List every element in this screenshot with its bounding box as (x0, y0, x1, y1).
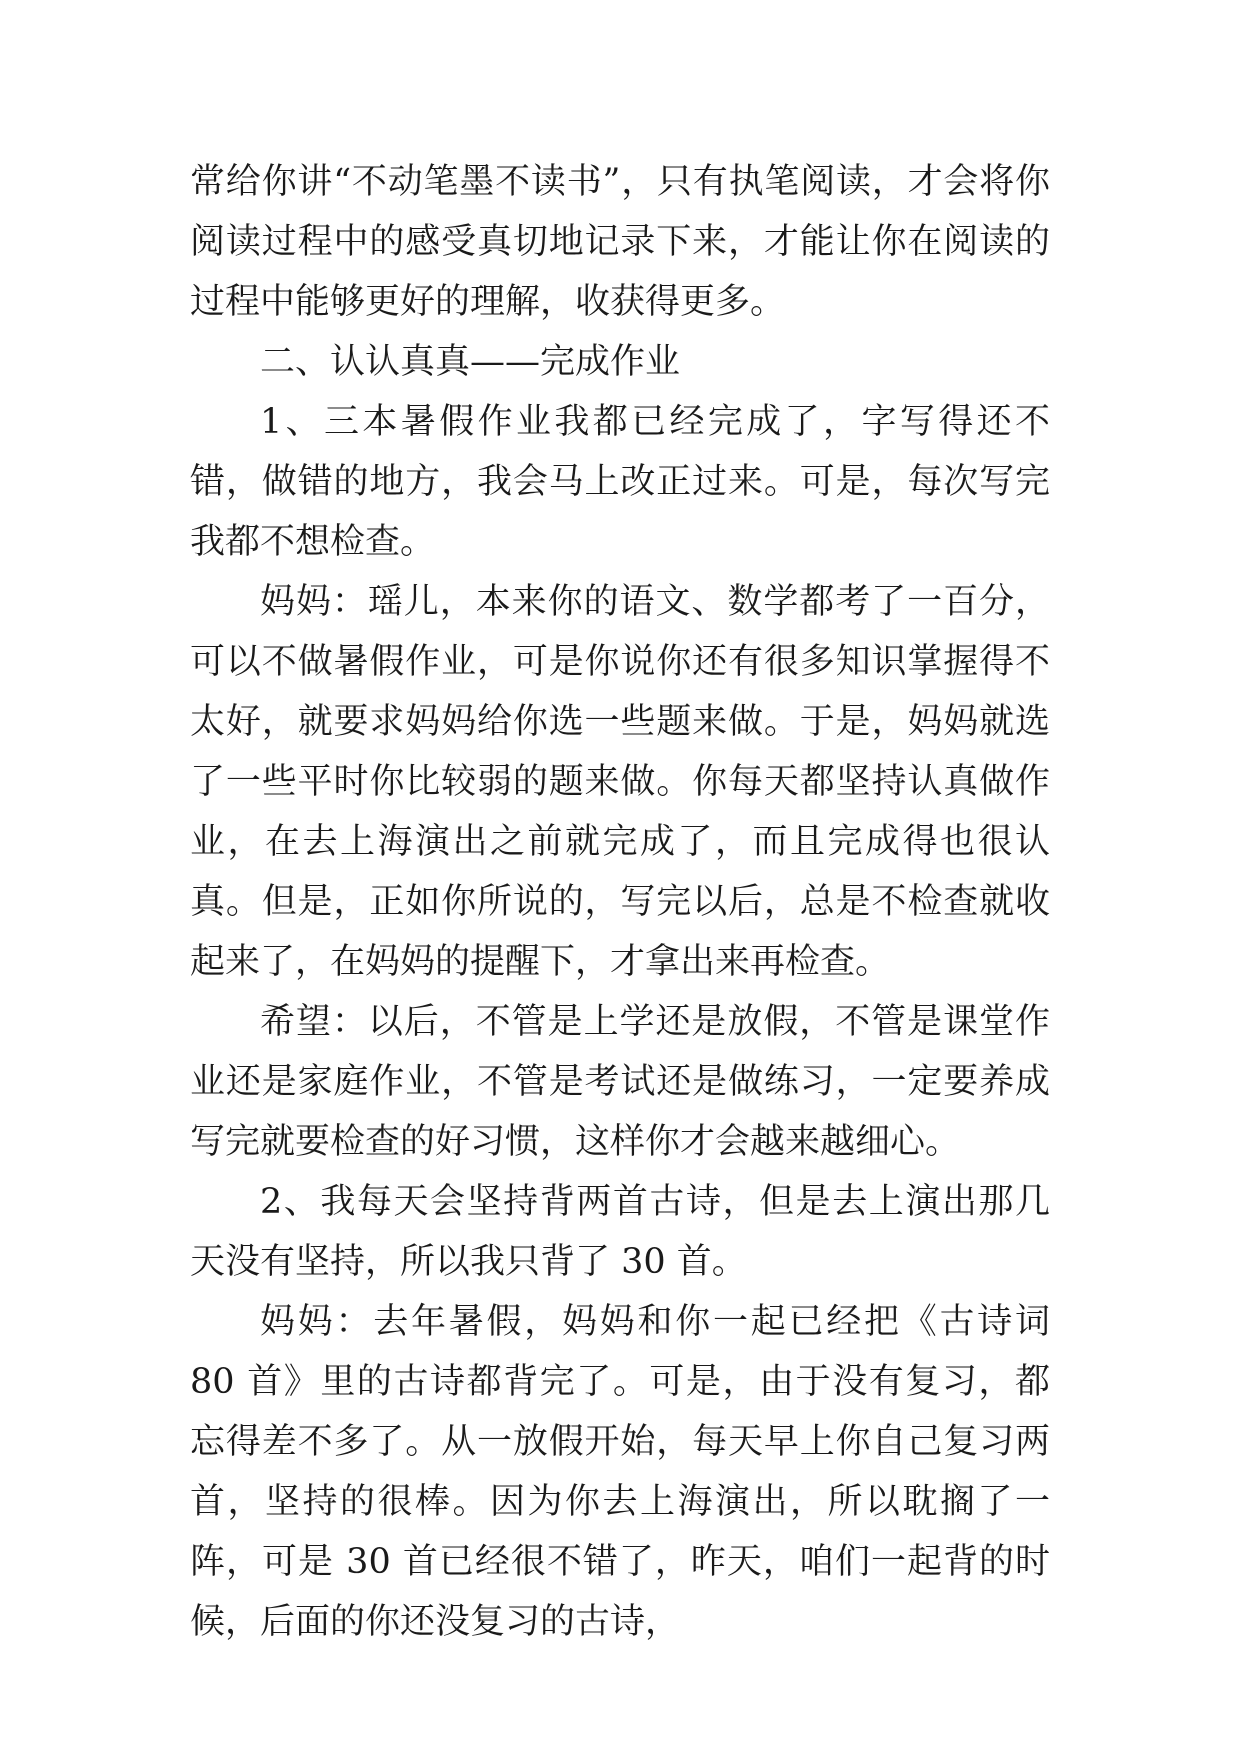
paragraph-item-2: 2、我每天会坚持背两首古诗，但是去上演出那几天没有坚持，所以我只背了 30 首。 (190, 1182, 1050, 1282)
paragraph-mom-comment-1: 妈妈：瑶儿，本来你的语文、数学都考了一百分，可以不做暑假作业，可是你说你还有很多知识掌握得不太好，就要求妈妈给你选一些题来做。于是，妈妈就选了一些平时你比较弱的题来做。你每天都坚持认真做作业，在去上海演出之前就完成了，而且完成得也很认真。但是，正如你所说的，写完以后，总是不检查就收起来了，在妈妈的提醒下，才拿出来再检查。 (190, 582, 1050, 982)
section-heading: 二、认认真真——完成作业 (260, 342, 681, 382)
paragraph-mom-comment-2: 妈妈：去年暑假，妈妈和你一起已经把《古诗词 80 首》里的古诗都背完了。可是，由于没有复习，都忘得差不多了。从一放假开始，每天早上你自己复习两首，坚持的很棒。因为你去上海演出，所以耽搁了一阵，可是 30 首已经很不错了，昨天，咱们一起背的时候，后面的你还没复习的古诗， (190, 1302, 1050, 1642)
paragraph-continued: 常给你讲“不动笔墨不读书”，只有执笔阅读，才会将你阅读过程中的感受真切地记录下来，才能让你在阅读的过程中能够更好的理解，收获得更多。 (190, 162, 1050, 322)
document-body (190, 152, 1050, 1652)
paragraph-item-1: 1、三本暑假作业我都已经完成了，字写得还不错，做错的地方，我会马上改正过来。可是，每次写完我都不想检查。 (190, 402, 1050, 562)
paragraph-hope: 希望：以后，不管是上学还是放假，不管是课堂作业还是家庭作业，不管是考试还是做练习，一定要养成写完就要检查的好习惯，这样你才会越来越细心。 (190, 1002, 1050, 1162)
